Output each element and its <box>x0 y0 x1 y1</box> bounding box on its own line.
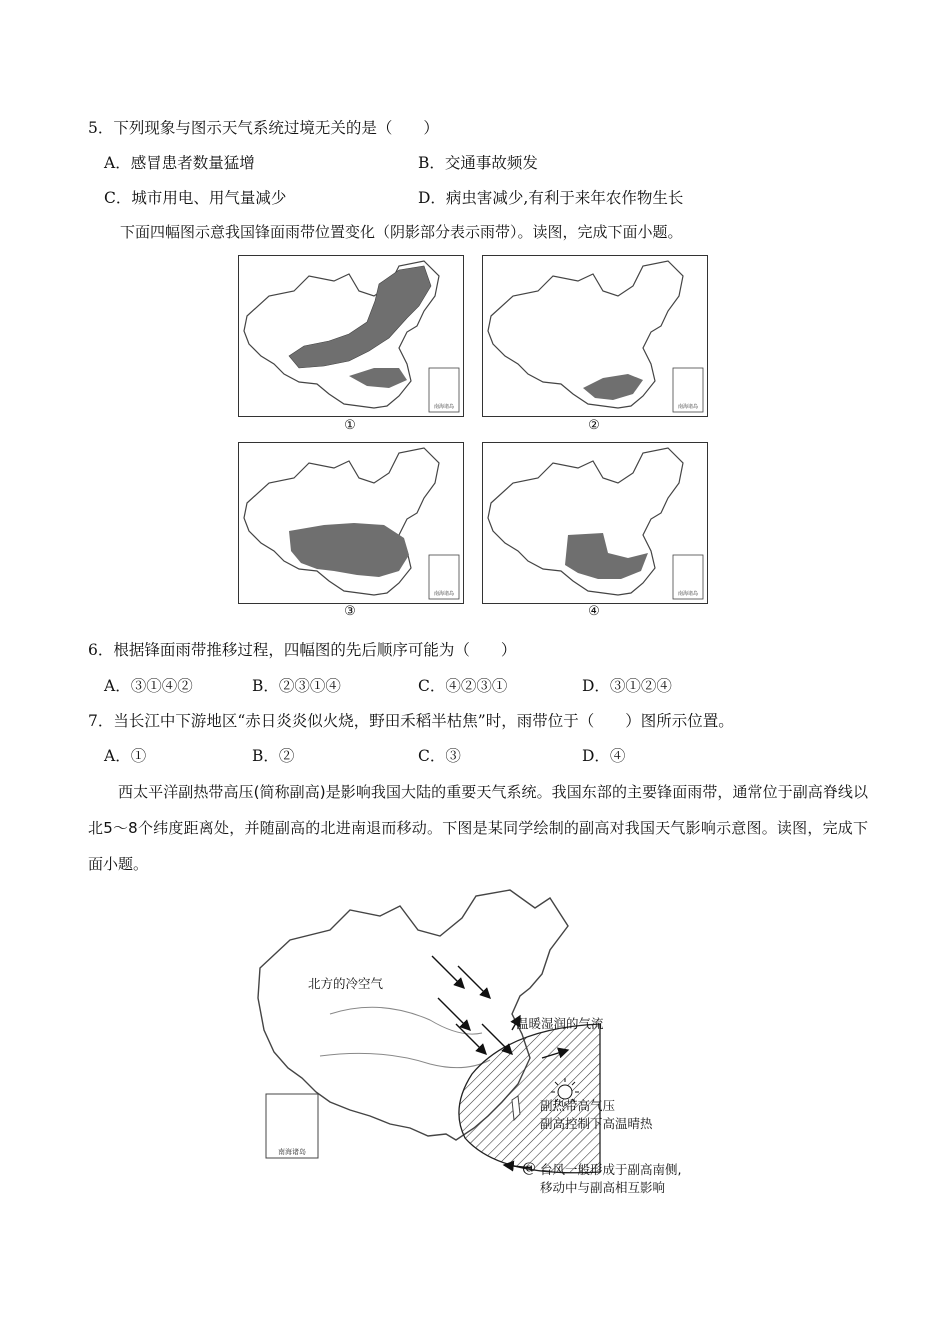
warm-air-label: 温暖湿润的气流 <box>516 1016 604 1031</box>
map-label-3: ③ <box>344 604 356 619</box>
map-label-2: ② <box>588 418 600 433</box>
q5-stem: 5．下列现象与图示天气系统过境无关的是（ ） <box>88 119 439 137</box>
q6-option-a: A．③①④② <box>104 677 193 695</box>
cold-air-label: 北方的冷空气 <box>308 976 384 991</box>
intro-rainband: 下面四幅图示意我国锋面雨带位置变化（阴影部分表示雨带）。读图，完成下面小题。 <box>120 223 683 241</box>
q7-option-b: B．② <box>252 747 295 765</box>
map-label-4: ④ <box>588 604 600 619</box>
q7-option-d: D．④ <box>582 747 626 765</box>
q5-option-b: B．交通事故频发 <box>418 154 538 172</box>
rainband-map-3 <box>238 442 464 604</box>
inset-label: 南海诸岛 <box>433 591 455 597</box>
intro-subtropical-high: 西太平洋副热带高压(简称副高)是影响我国大陆的重要天气系统。我国东部的主要锋面雨带，通常位于副高脊线以北5～8个纬度距离处，并随副高的北进南退而移动。下图是某同学绘制的副高对我国天气影响示意图。读图，完成下面小题。 <box>88 783 868 873</box>
rainband-map-4 <box>482 442 708 604</box>
high-pressure-title: 副热带高气压 <box>540 1098 616 1113</box>
high-pressure-desc: 副高控制下高温晴热 <box>540 1116 653 1131</box>
q5-option-a: A．感冒患者数量猛增 <box>104 154 255 172</box>
typhoon-note-1: 台风一般形成于副高南侧, <box>540 1162 682 1177</box>
q6-stem: 6．根据锋面雨带推移过程，四幅图的先后顺序可能为（ ） <box>88 641 517 659</box>
typhoon-note-2: 移动中与副高相互影响 <box>540 1180 666 1195</box>
q7-option-a: A．① <box>104 747 147 765</box>
q6-option-c: C．④②③① <box>418 677 508 695</box>
q7-option-c: C．③ <box>418 747 461 765</box>
q6-option-d: D．③①②④ <box>582 677 672 695</box>
typhoon-icon: @ <box>522 1160 536 1176</box>
q6-option-b: B．②③①④ <box>252 677 341 695</box>
q5-option-c: C．城市用电、用气量减少 <box>104 189 287 207</box>
inset-label: 南海诸岛 <box>677 591 699 597</box>
q5-option-d: D．病虫害减少,有利于来年农作物生长 <box>418 189 684 207</box>
map-label-1: ① <box>344 418 356 433</box>
subtropical-high-diagram <box>250 888 710 1200</box>
inset-label: 南海诸岛 <box>278 1148 306 1156</box>
rainband-map-2 <box>482 255 708 417</box>
inset-label: 南海诸岛 <box>677 404 699 410</box>
inset-label: 南海诸岛 <box>433 404 455 410</box>
rainband-map-1 <box>238 255 464 417</box>
q7-stem: 7．当长江中下游地区“赤日炎炎似火烧，野田禾稻半枯焦”时，雨带位于（ ）图所示位置。 <box>88 712 734 730</box>
